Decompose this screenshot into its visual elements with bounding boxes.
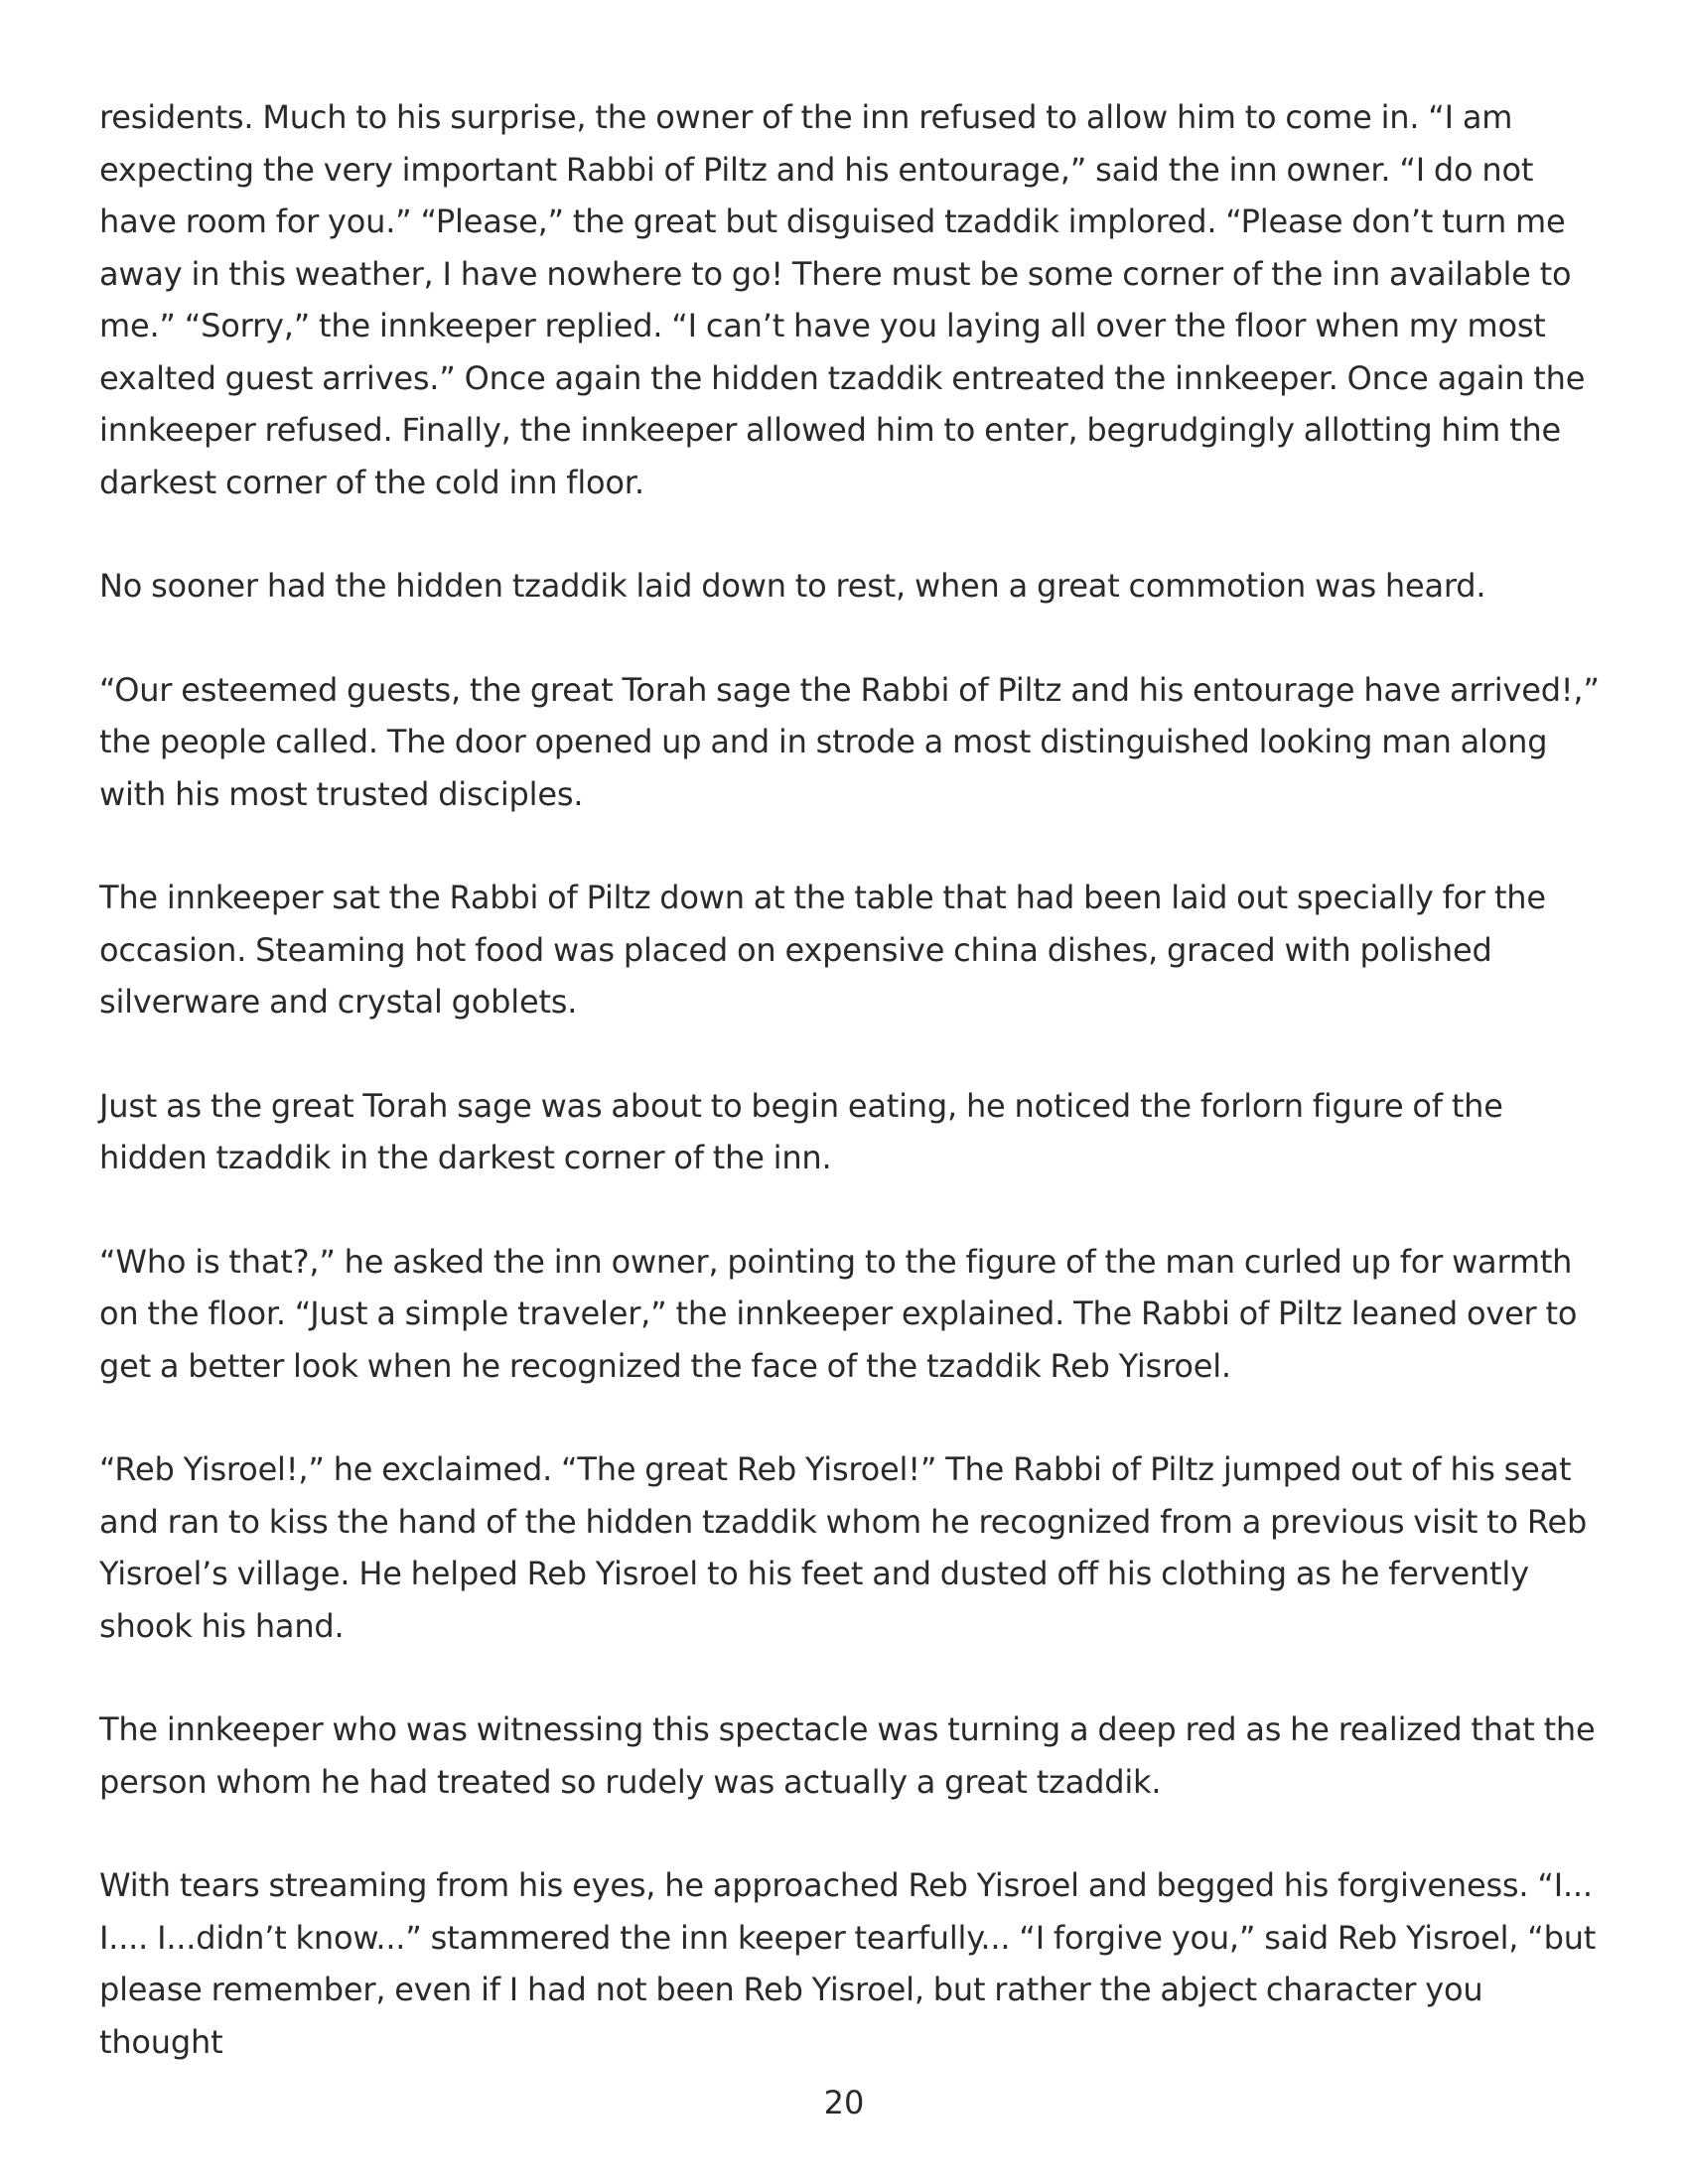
paragraph-8: The innkeeper who was witnessing this spectacle was turning a deep red as he realized that the person whom he had treated so rudely was actually a great tzaddik.: [99, 1710, 1596, 1801]
paragraph-9: With tears streaming from his eyes, he approached Reb Yisroel and begged his forgiveness. “I... I.... I...didn’t know...” stammered the inn keeper tearfully... “I forgive you,” said Reb Yisroel, “but please remember, even if I had not been Reb Yisroel, but rather the abject character you thought: [99, 1866, 1597, 2061]
paragraph-7: “Reb Yisroel!,” he exclaimed. “The great Reb Yisroel!” The Rabbi of Piltz jumped out of his seat and ran to kiss the hand of the hidden tzaddik whom he recognized from a previous visit to Reb Yisroel’s village. He helped Reb Yisroel to his feet and dusted off his clothing as he fervently shook his hand.: [99, 1450, 1588, 1645]
paragraph-2: No sooner had the hidden tzaddik laid down to rest, when a great commotion was heard.: [99, 567, 1486, 605]
page-number: 20: [823, 2084, 865, 2121]
paragraph-5: Just as the great Torah sage was about to begin eating, he noticed the forlorn figure of the hidden tzaddik in the darkest corner of the inn.: [99, 1086, 1503, 1176]
paragraph-1: residents. Much to his surprise, the owner of the inn refused to allow him to come in. “I am expecting the very important Rabbi of Piltz and his entourage,” said the inn owner. “I do not have room for you.” “Please,” the great but disguised tzaddik implored. “Please don’t turn me away in this weather, I have nowhere to go! There must be some corner of the inn available to me.” “Sorry,” the innkeeper replied. “I can’t have you laying all over the floor when my most exalted guest arrives.” Once again the hidden tzaddik entreated the innkeeper. Once again the innkeeper refused. Finally, the innkeeper allowed him to enter, begrudgingly allotting him the darkest corner of the cold inn floor.: [99, 98, 1586, 501]
paragraph-6: “Who is that?,” he asked the inn owner, pointing to the figure of the man curled up for warmth on the floor. “Just a simple traveler,” the innkeeper explained. The Rabbi of Piltz leaned over to get a better look when he recognized the face of the tzaddik Reb Yisroel.: [99, 1242, 1578, 1385]
page-body: [99, 91, 1609, 2119]
paragraph-4: The innkeeper sat the Rabbi of Piltz down at the table that had been laid out specially for the occasion. Steaming hot food was placed on expensive china dishes, graced with polished silverware and crystal goblets.: [99, 879, 1546, 1021]
paragraph-3: “Our esteemed guests, the great Torah sage the Rabbi of Piltz and his entourage have arrived!,” the people called. The door opened up and in strode a most distinguished looking man along with his most trusted disciples.: [99, 670, 1600, 813]
